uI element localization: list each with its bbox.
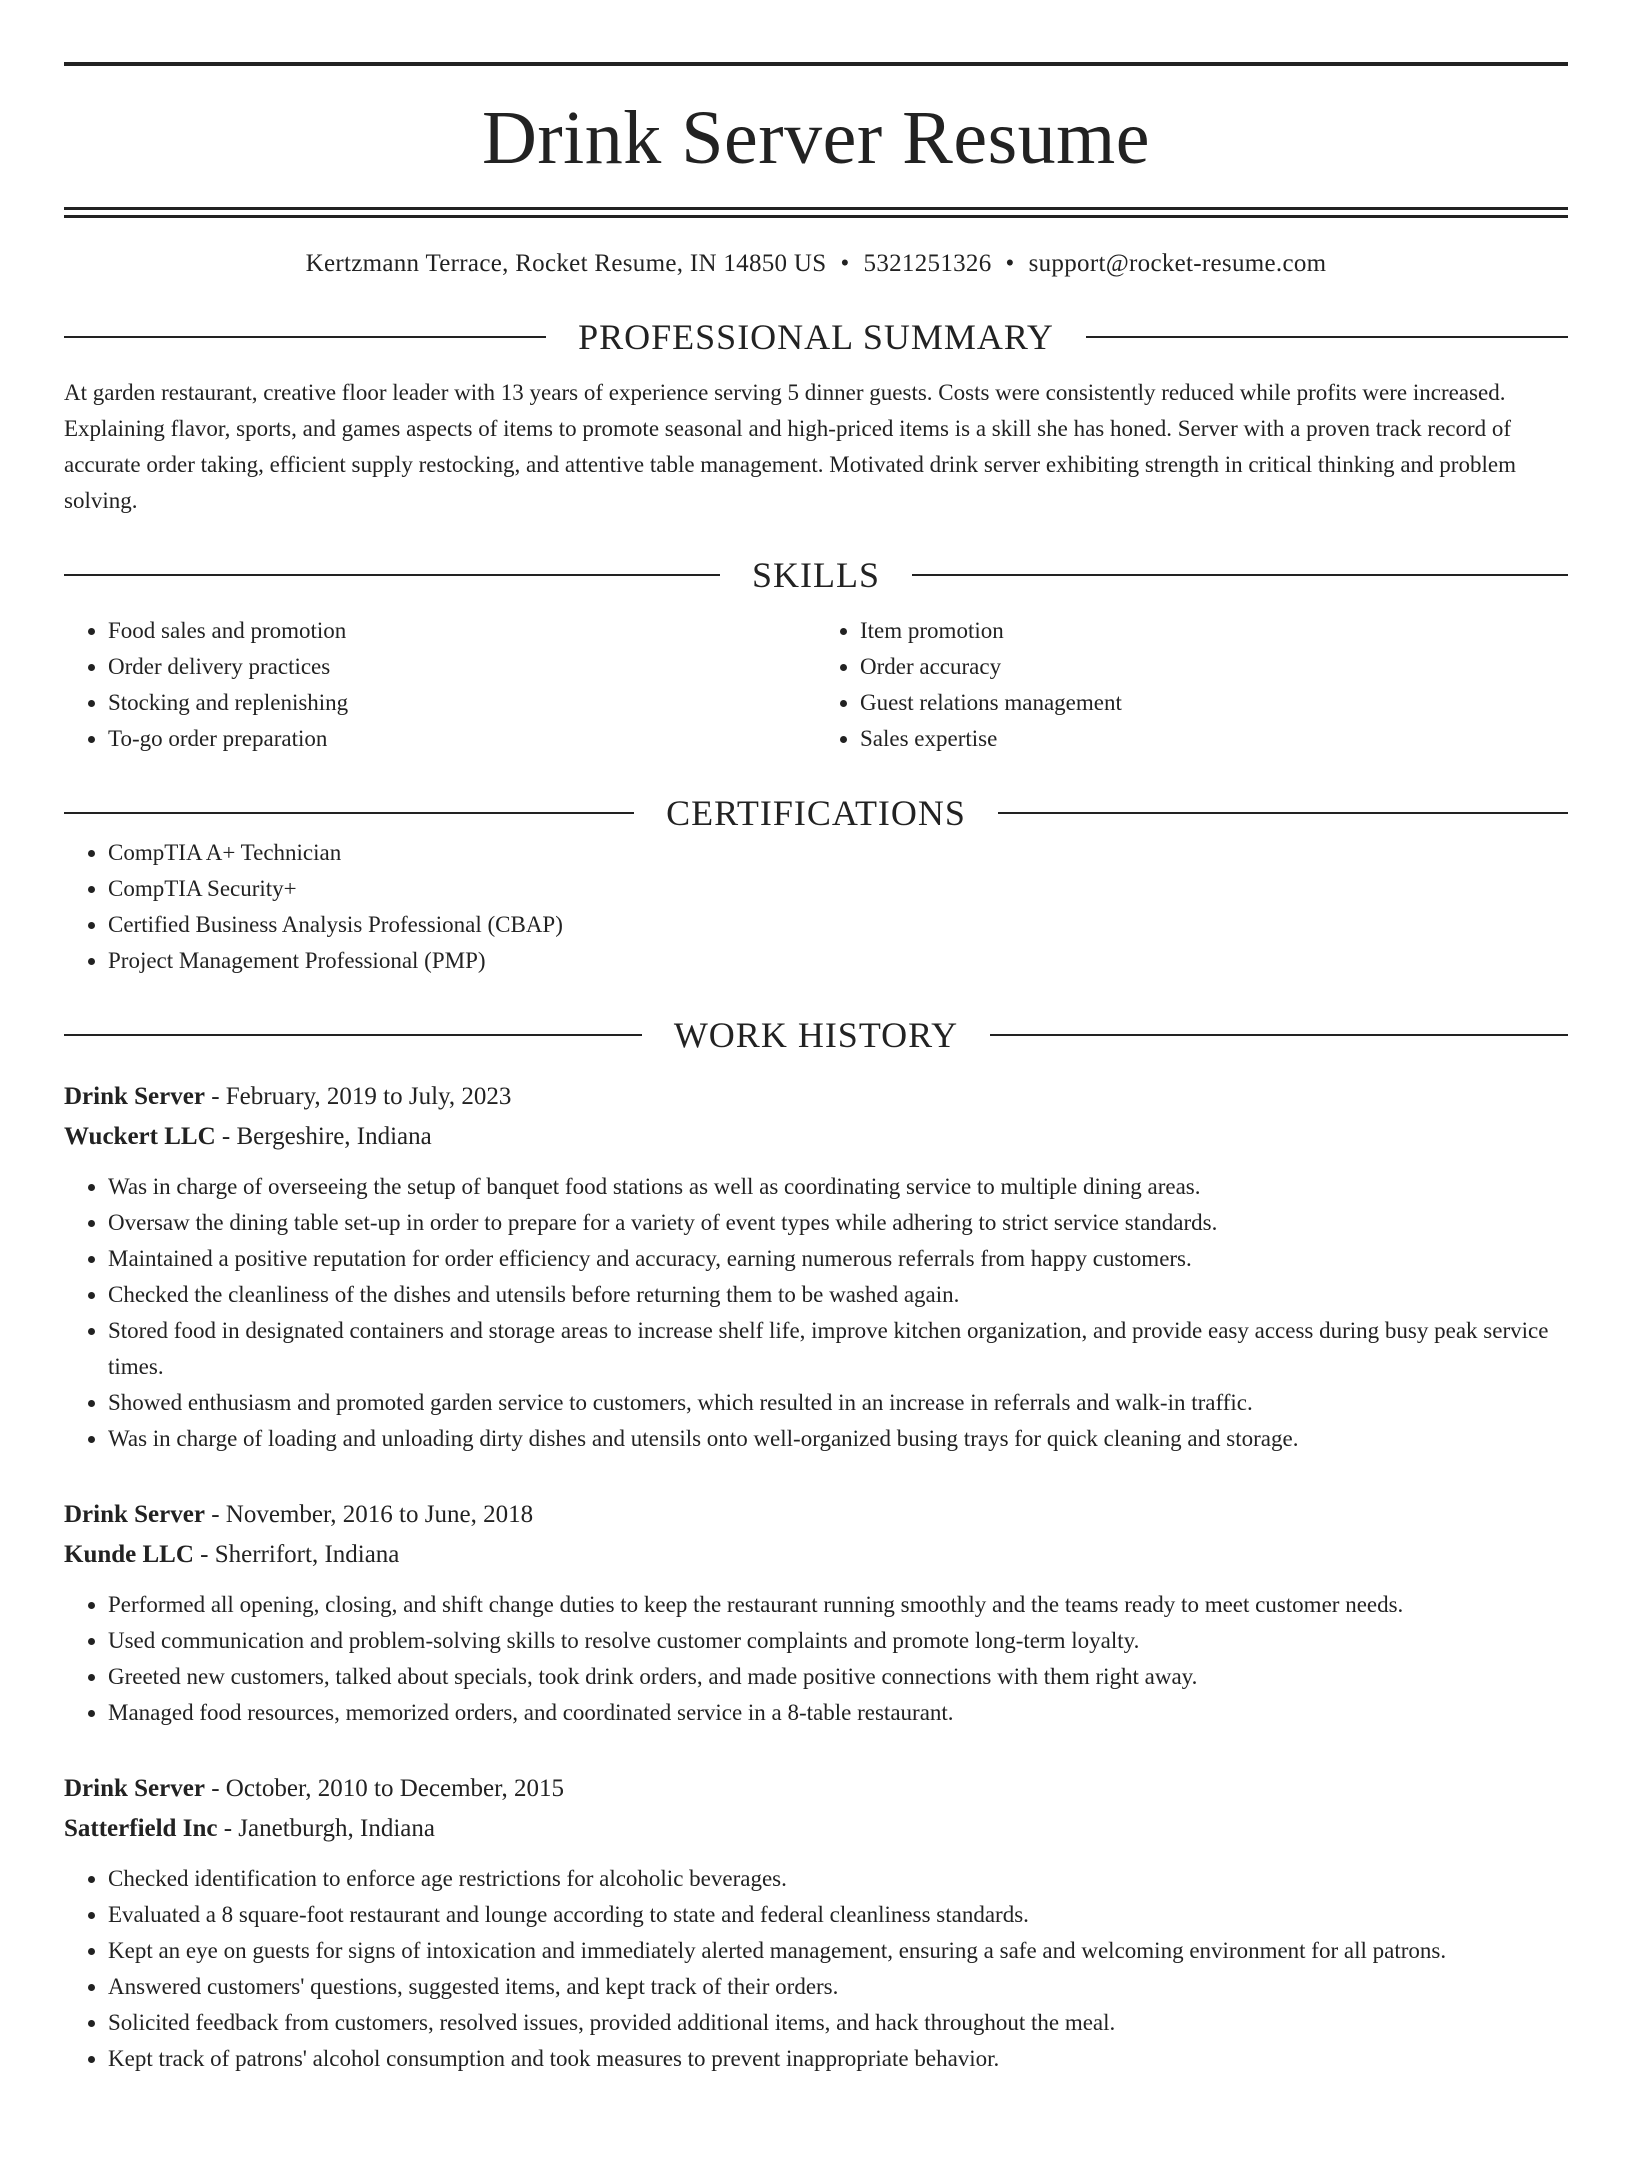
contact-address: Kertzmann Terrace, Rocket Resume, IN 14850 US [305,250,827,277]
job-title: Drink Server [64,1501,205,1528]
job-location: - Janetburgh, Indiana [217,1815,435,1842]
job-duties-list [64,1587,1568,1731]
work-history-heading: WORK HISTORY [673,1015,959,1055]
job-duty-item: • Evaluated a 8 square-foot restaurant and lounge according to state and federal cleanliness standards. [108,1897,1568,1933]
divider [64,812,634,814]
skills-section-header [64,553,1568,597]
divider [990,1034,1568,1036]
skills-columns [64,613,1568,757]
divider [912,574,1568,576]
skill-item: • Item promotion [860,613,1568,649]
job-duties-list [64,1169,1568,1457]
job-company: Wuckert LLC [64,1123,216,1150]
job-duty-item: • Stored food in designated containers and storage areas to increase shelf life, improve kitchen organization, and provide easy access during busy peak service times. [108,1313,1568,1385]
job-dates: - November, 2016 to June, 2018 [204,1501,534,1528]
job-duty-item: • Showed enthusiasm and promoted garden service to customers, which resulted in an increase in referrals and walk-in traffic. [108,1385,1568,1421]
skills-heading: SKILLS [752,555,881,595]
contact-email: support@rocket-resume.com [1028,250,1327,277]
job-company: Satterfield Inc [64,1815,218,1842]
job-duties-list [64,1861,1568,2077]
job-entry [64,1077,1568,1457]
certifications-list [64,835,1568,979]
certification-item: • CompTIA A+ Technician [108,835,1568,871]
job-location: - Bergeshire, Indiana [215,1123,432,1150]
divider [1086,336,1568,338]
skills-list-right [816,613,1568,757]
summary-section-header [64,315,1568,359]
skill-item: • Order accuracy [860,649,1568,685]
job-title-line [64,1077,1568,1117]
job-duty-item: • Checked the cleanliness of the dishes and utensils before returning them to be washed again. [108,1277,1568,1313]
job-location: - Sherrifort, Indiana [193,1541,400,1568]
certification-item: • Project Management Professional (PMP) [108,943,1568,979]
title-double-rule [64,207,1568,218]
divider [64,336,546,338]
job-duty-item: • Maintained a positive reputation for order efficiency and accuracy, earning numerous referrals from happy customers. [108,1241,1568,1277]
skill-item: • Food sales and promotion [108,613,816,649]
job-dates: - February, 2019 to July, 2023 [204,1083,512,1110]
contact-line [64,247,1568,281]
divider [998,812,1568,814]
job-company-line [64,1809,1568,1849]
job-title-line [64,1495,1568,1535]
certifications-heading: CERTIFICATIONS [666,793,966,833]
job-duty-item: • Checked identification to enforce age restrictions for alcoholic beverages. [108,1861,1568,1897]
job-title-line [64,1769,1568,1809]
job-duty-item: • Oversaw the dining table set-up in order to prepare for a variety of event types while adhering to strict service standards. [108,1205,1568,1241]
job-dates: - October, 2010 to December, 2015 [204,1775,564,1802]
job-duty-item: • Kept track of patrons' alcohol consumption and took measures to prevent inappropriate behavior. [108,2041,1568,2077]
skill-item: • Guest relations management [860,685,1568,721]
certifications-section-header [64,791,1568,835]
job-duty-item: • Kept an eye on guests for signs of intoxication and immediately alerted management, ensuring a safe and welcoming environment for all patrons. [108,1933,1568,1969]
job-duty-item: • Was in charge of overseeing the setup of banquet food stations as well as coordinating service to multiple dining areas. [108,1169,1568,1205]
skills-list-left [64,613,816,757]
job-entry [64,1769,1568,2077]
summary-heading: PROFESSIONAL SUMMARY [578,317,1054,357]
job-duty-item: • Solicited feedback from customers, resolved issues, provided additional items, and hack throughout the meal. [108,2005,1568,2041]
job-duty-item: • Was in charge of loading and unloading dirty dishes and utensils onto well-organized busing trays for quick cleaning and storage. [108,1421,1568,1457]
skills-column-right [816,613,1568,757]
job-duty-item: • Answered customers' questions, suggested items, and kept track of their orders. [108,1969,1568,2005]
summary-text: At garden restaurant, creative floor leader with 13 years of experience serving 5 dinner guests. Costs were consistently reduced while profits were increased. Explaining flavor, sports, and games aspects of items to promote seasonal and high-priced items is a skill she has honed. Server with a proven track record of accurate order taking, efficient supply restocking, and attentive table management. Motivated drink server exhibiting strength in critical thinking and problem solving. [64,380,1516,513]
skill-item: • To-go order preparation [108,721,816,757]
job-company-line [64,1535,1568,1575]
resume-title: Drink Server Resume [481,96,1150,180]
job-duty-item: • Greeted new customers, talked about specials, took drink orders, and made positive connections with them right away. [108,1659,1568,1695]
contact-separator: • [840,250,850,277]
top-rule [64,62,1568,66]
divider [64,1034,642,1036]
skill-item: • Stocking and replenishing [108,685,816,721]
job-duty-item: • Managed food resources, memorized orders, and coordinated service in a 8-table restaurant. [108,1695,1568,1731]
job-duty-item: • Performed all opening, closing, and shift change duties to keep the restaurant running smoothly and the teams ready to meet customer needs. [108,1587,1568,1623]
job-entry [64,1495,1568,1731]
job-title: Drink Server [64,1775,205,1802]
skill-item: • Order delivery practices [108,649,816,685]
skills-column-left [64,613,816,757]
certification-item: • Certified Business Analysis Professional (CBAP) [108,907,1568,943]
divider [64,574,720,576]
job-duty-item: • Used communication and problem-solving skills to resolve customer complaints and promote long-term loyalty. [108,1623,1568,1659]
skill-item: • Sales expertise [860,721,1568,757]
job-company-line [64,1117,1568,1157]
contact-phone: 5321251326 [863,250,992,277]
resume-page [0,62,1632,2174]
work-history-section-header [64,1013,1568,1057]
certification-item: • CompTIA Security+ [108,871,1568,907]
job-title: Drink Server [64,1083,205,1110]
contact-separator: • [1005,250,1015,277]
job-company: Kunde LLC [64,1541,194,1568]
